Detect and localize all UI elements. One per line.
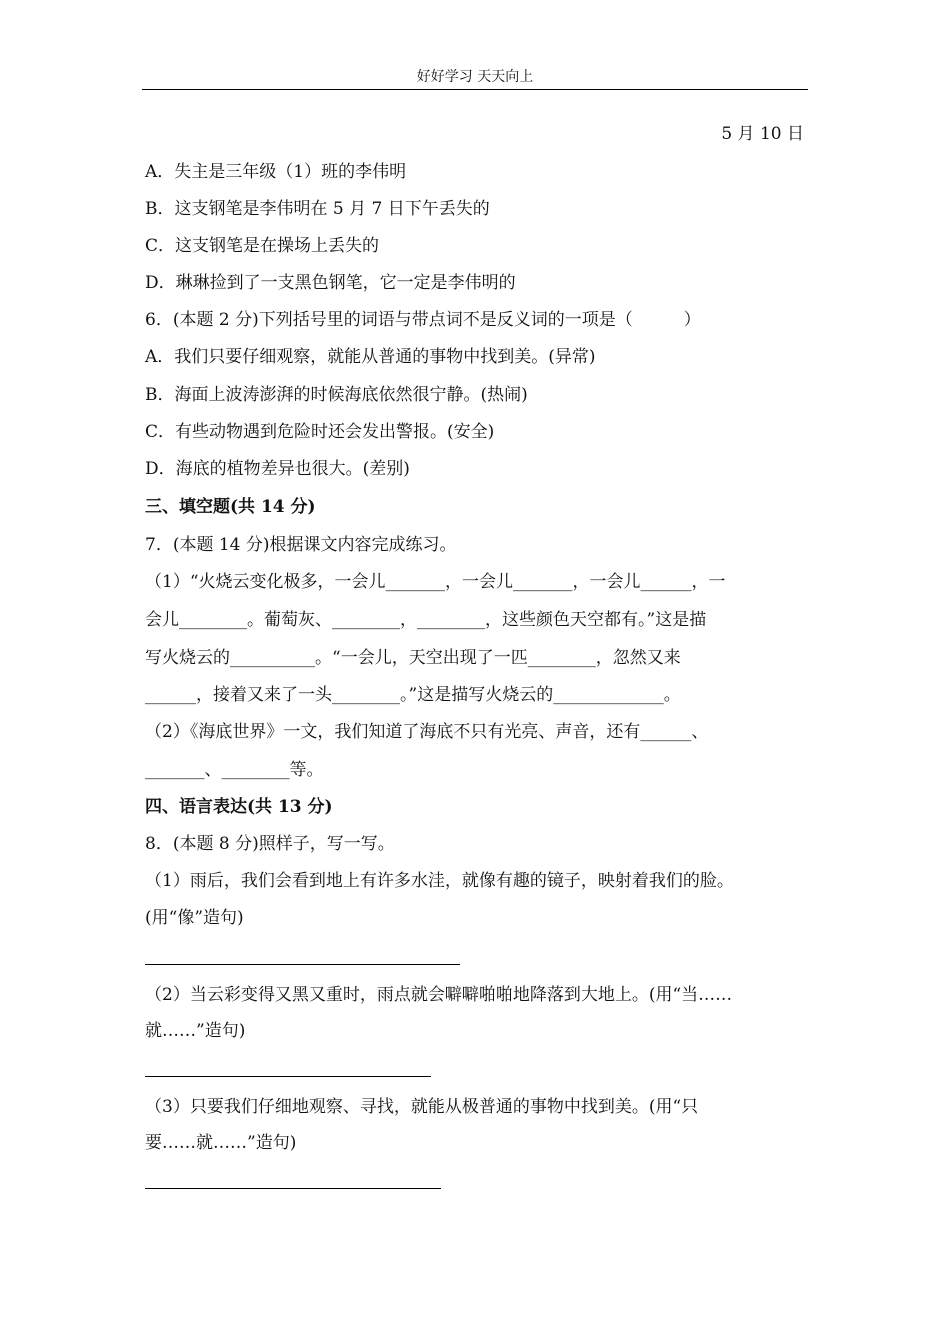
q7-line-2: 会儿________。葡萄灰、________，________，这些颜色天空都有。”这是描	[145, 610, 707, 630]
q8-item-1-text: （1）雨后，我们会看到地上有许多水洼，就像有趣的镜子，映射着我们的脸。	[145, 871, 734, 891]
q8-item-2-instruction: 就……”造句)	[145, 1021, 246, 1041]
q7-line-5: （2）《海底世界》一文，我们知道了海底不只有光亮、声音，还有______、	[145, 722, 709, 742]
q5-option-c: C．这支钢笔是在操场上丢失的	[145, 236, 380, 256]
q8-item-2-text: （2）当云彩变得又黑又重时，雨点就会噼噼啪啪地降落到大地上。(用“当……	[145, 985, 733, 1005]
section-4-title: 四、语言表达(共 13 分)	[145, 797, 333, 817]
q5-option-d: D．琳琳捡到了一支黑色钢笔，它一定是李伟明的	[145, 273, 516, 293]
q8-item-1-answer-line[interactable]	[145, 964, 460, 965]
q8-item-2-answer-line[interactable]	[145, 1076, 431, 1077]
q5-option-a: A．失主是三年级（1）班的李伟明	[145, 162, 407, 182]
q6-option-a: A．我们只要仔细观察，就能从普通的事物中找到美。(异常)	[145, 347, 596, 367]
q6-stem: 6．(本题 2 分)下列括号里的词语与带点词不是反义词的一项是（ ）	[145, 310, 701, 330]
q7-line-4: ______，接着又来了一头________。”这是描写火烧云的_____________。	[145, 685, 681, 705]
q7-stem: 7．(本题 14 分)根据课文内容完成练习。	[145, 535, 457, 555]
q7-line-6: _______、________等。	[145, 760, 324, 780]
letter-date: 5 月 10 日	[721, 124, 804, 144]
q6-option-c: C．有些动物遇到危险时还会发出警报。(安全)	[145, 422, 495, 442]
page-header: 好好学习 天天向上	[416, 69, 534, 85]
q7-line-1: （1）“火烧云变化极多，一会儿_______，一会儿_______，一会儿______，一	[145, 572, 726, 592]
q7-line-3: 写火烧云的__________。“一会儿，天空出现了一匹________，忽然又来	[145, 648, 681, 668]
q8-item-1-instruction: (用“像”造句)	[145, 908, 244, 928]
section-3-title: 三、填空题(共 14 分)	[145, 497, 316, 517]
header-rule	[142, 89, 808, 90]
q8-stem: 8．(本题 8 分)照样子，写一写。	[145, 834, 395, 854]
q8-item-3-instruction: 要……就……”造句)	[145, 1133, 297, 1153]
q6-option-d: D．海底的植物差异也很大。(差别)	[145, 459, 410, 479]
q8-item-3-answer-line[interactable]	[145, 1188, 441, 1189]
q5-option-b: B．这支钢笔是李伟明在 5 月 7 日下午丢失的	[145, 199, 490, 219]
q6-option-b: B．海面上波涛澎湃的时候海底依然很宁静。(热闹)	[145, 385, 528, 405]
q8-item-3-text: （3）只要我们仔细地观察、寻找，就能从极普通的事物中找到美。(用“只	[145, 1097, 699, 1117]
